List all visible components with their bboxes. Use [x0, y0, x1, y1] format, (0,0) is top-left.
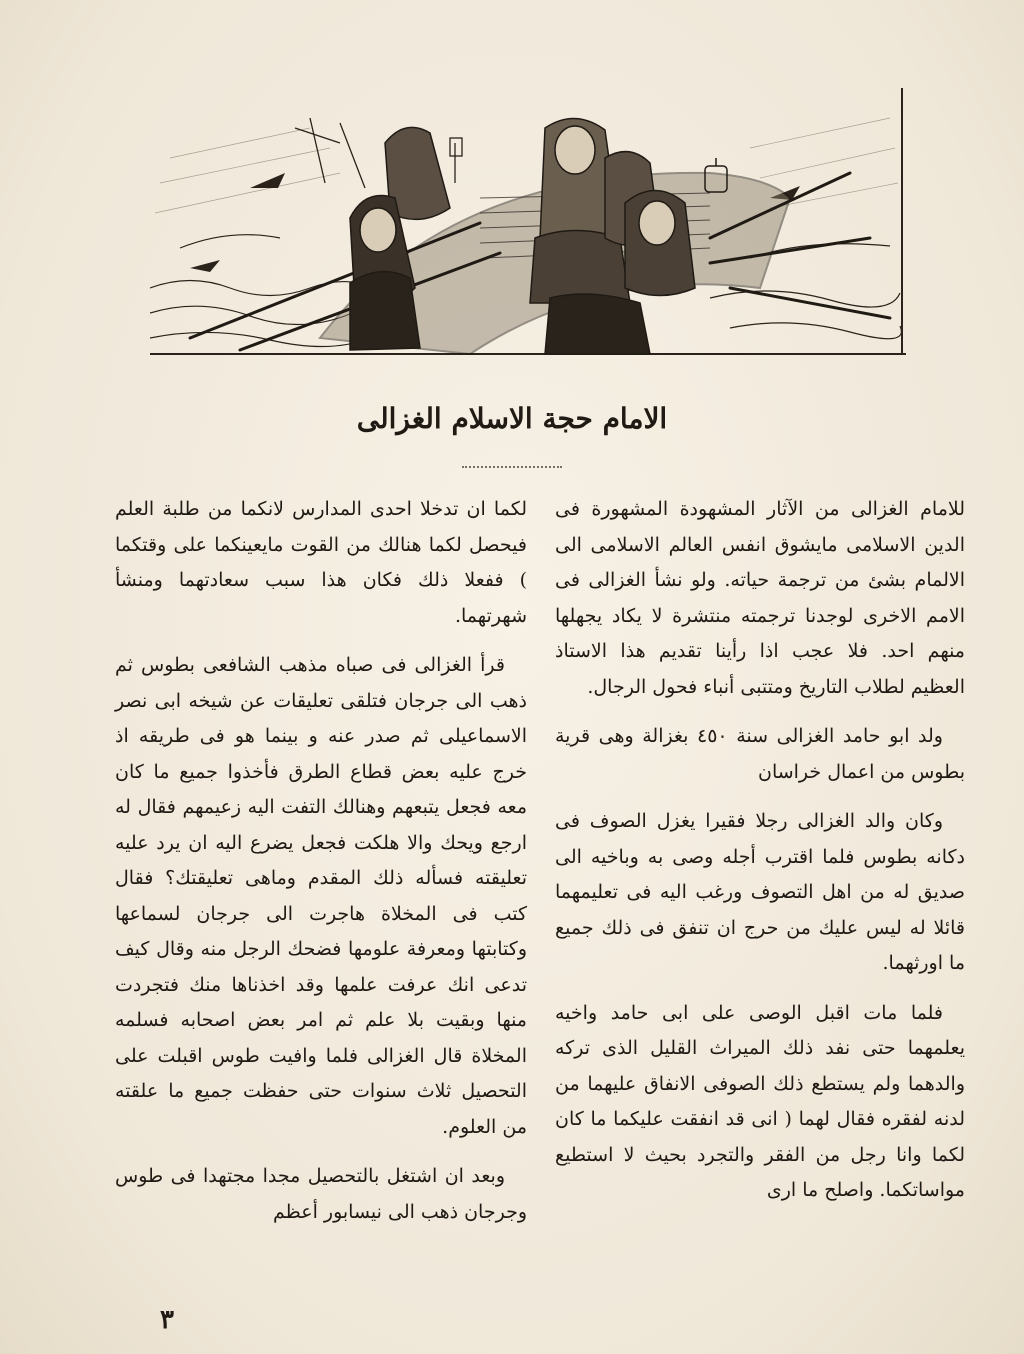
article-title: الامام حجة الاسلام الغزالى: [356, 402, 668, 435]
right-text-column: [555, 492, 965, 1223]
paragraph: لكما ان تدخلا احدى المدارس لانكما من طلبة العلم فيحصل لكما هنالك من القوت مايعينكما على وقتكما ) ففعلا ذلك فكان هذا سبب سعادتهما ومنشأ شهرتهما.: [115, 498, 527, 627]
paragraph: قرأ الغزالى فى صباه مذهب الشافعى بطوس ثم ذهب الى جرجان فتلقى تعليقات عن شيخه ابى نصر الاسماعيلى ثم صدر عنه و بينما هو فى طريقه اذ خرج عليه بعض قطاع الطرق فأخذوا جميع ما كان معه فجعل يتبعهم وهنالك التفت اليه زعيمهم فقال له ارجع ويحك والا هلكت فجعل يضرع اليه ان يرد عليه تعليقته فسأله ذلك المقدم وماهى تعليقتك؟ فقال كتب فى المخلاة هاجرت الى جرجان لسماعها وكتابتها ومعرفة علومها فضحك الرجل منه وقال كيف تدعى انك عرفت علمها وقد اخذناها منك فتجردت منها وبقيت بلا علم ثم امر بعض اصحابه فسلمه المخلاة قال الغزالى فلما وافيت طوس اقبلت على التحصيل ثلاث سنوات حتى حفظت جميع ما علقته من العلوم.: [115, 654, 527, 1138]
paragraph: فلما مات اقبل الوصى على ابى حامد واخيه يعلمهما حتى نفد ذلك الميراث القليل الذى تركه والدهما ولم يستطع ذلك الصوفى الانفاق عليهما من لدنه لفقره فقال لهما ( انى قد انفقت عليكما ما كان لكما وانا رجل من الفقر والتجرد بحيث لا استطيع مواساتكما. واصلح ما ارى: [555, 1001, 965, 1201]
paragraph: ولد ابو حامد الغزالى سنة ٤٥٠ بغزالة وهى قرية بطوس من اعمال خراسان: [555, 725, 965, 783]
header-illustration: [150, 88, 906, 358]
left-text-column: [115, 492, 527, 1244]
paragraph: للامام الغزالى من الآثار المشهودة المشهورة فى الدين الاسلامى مايشوق انفس العالم الاسلامى الى الالمام بشئ من ترجمة حياته. ولو نشأ الغزالى فى الامم الاخرى لوجدنا ترجمته منتشرة لا يكاد يجهلها منهم احد. فلا عجب اذا رأينا تقديم هذا الاستاذ العظيم لطلاب التاريخ ومتتبى أنباء فحول الرجال.: [555, 498, 965, 698]
paragraph: وكان والد الغزالى رجلا فقيرا يغزل الصوف فى دكانه بطوس فلما اقترب أجله وصى به وباخيه الى صديق له من اهل التصوف ورغب اليه فى تعليمهما قائلا له ليس عليك من حرج ان تنفق فى ذلك جميع ما اورثهما.: [555, 810, 965, 974]
title-divider: [462, 466, 562, 468]
page-number: ٣: [160, 1305, 174, 1335]
paragraph: وبعد ان اشتغل بالتحصيل مجدا مجتهدا فى طوس وجرجان ذهب الى نيسابور أعظم: [115, 1165, 527, 1223]
